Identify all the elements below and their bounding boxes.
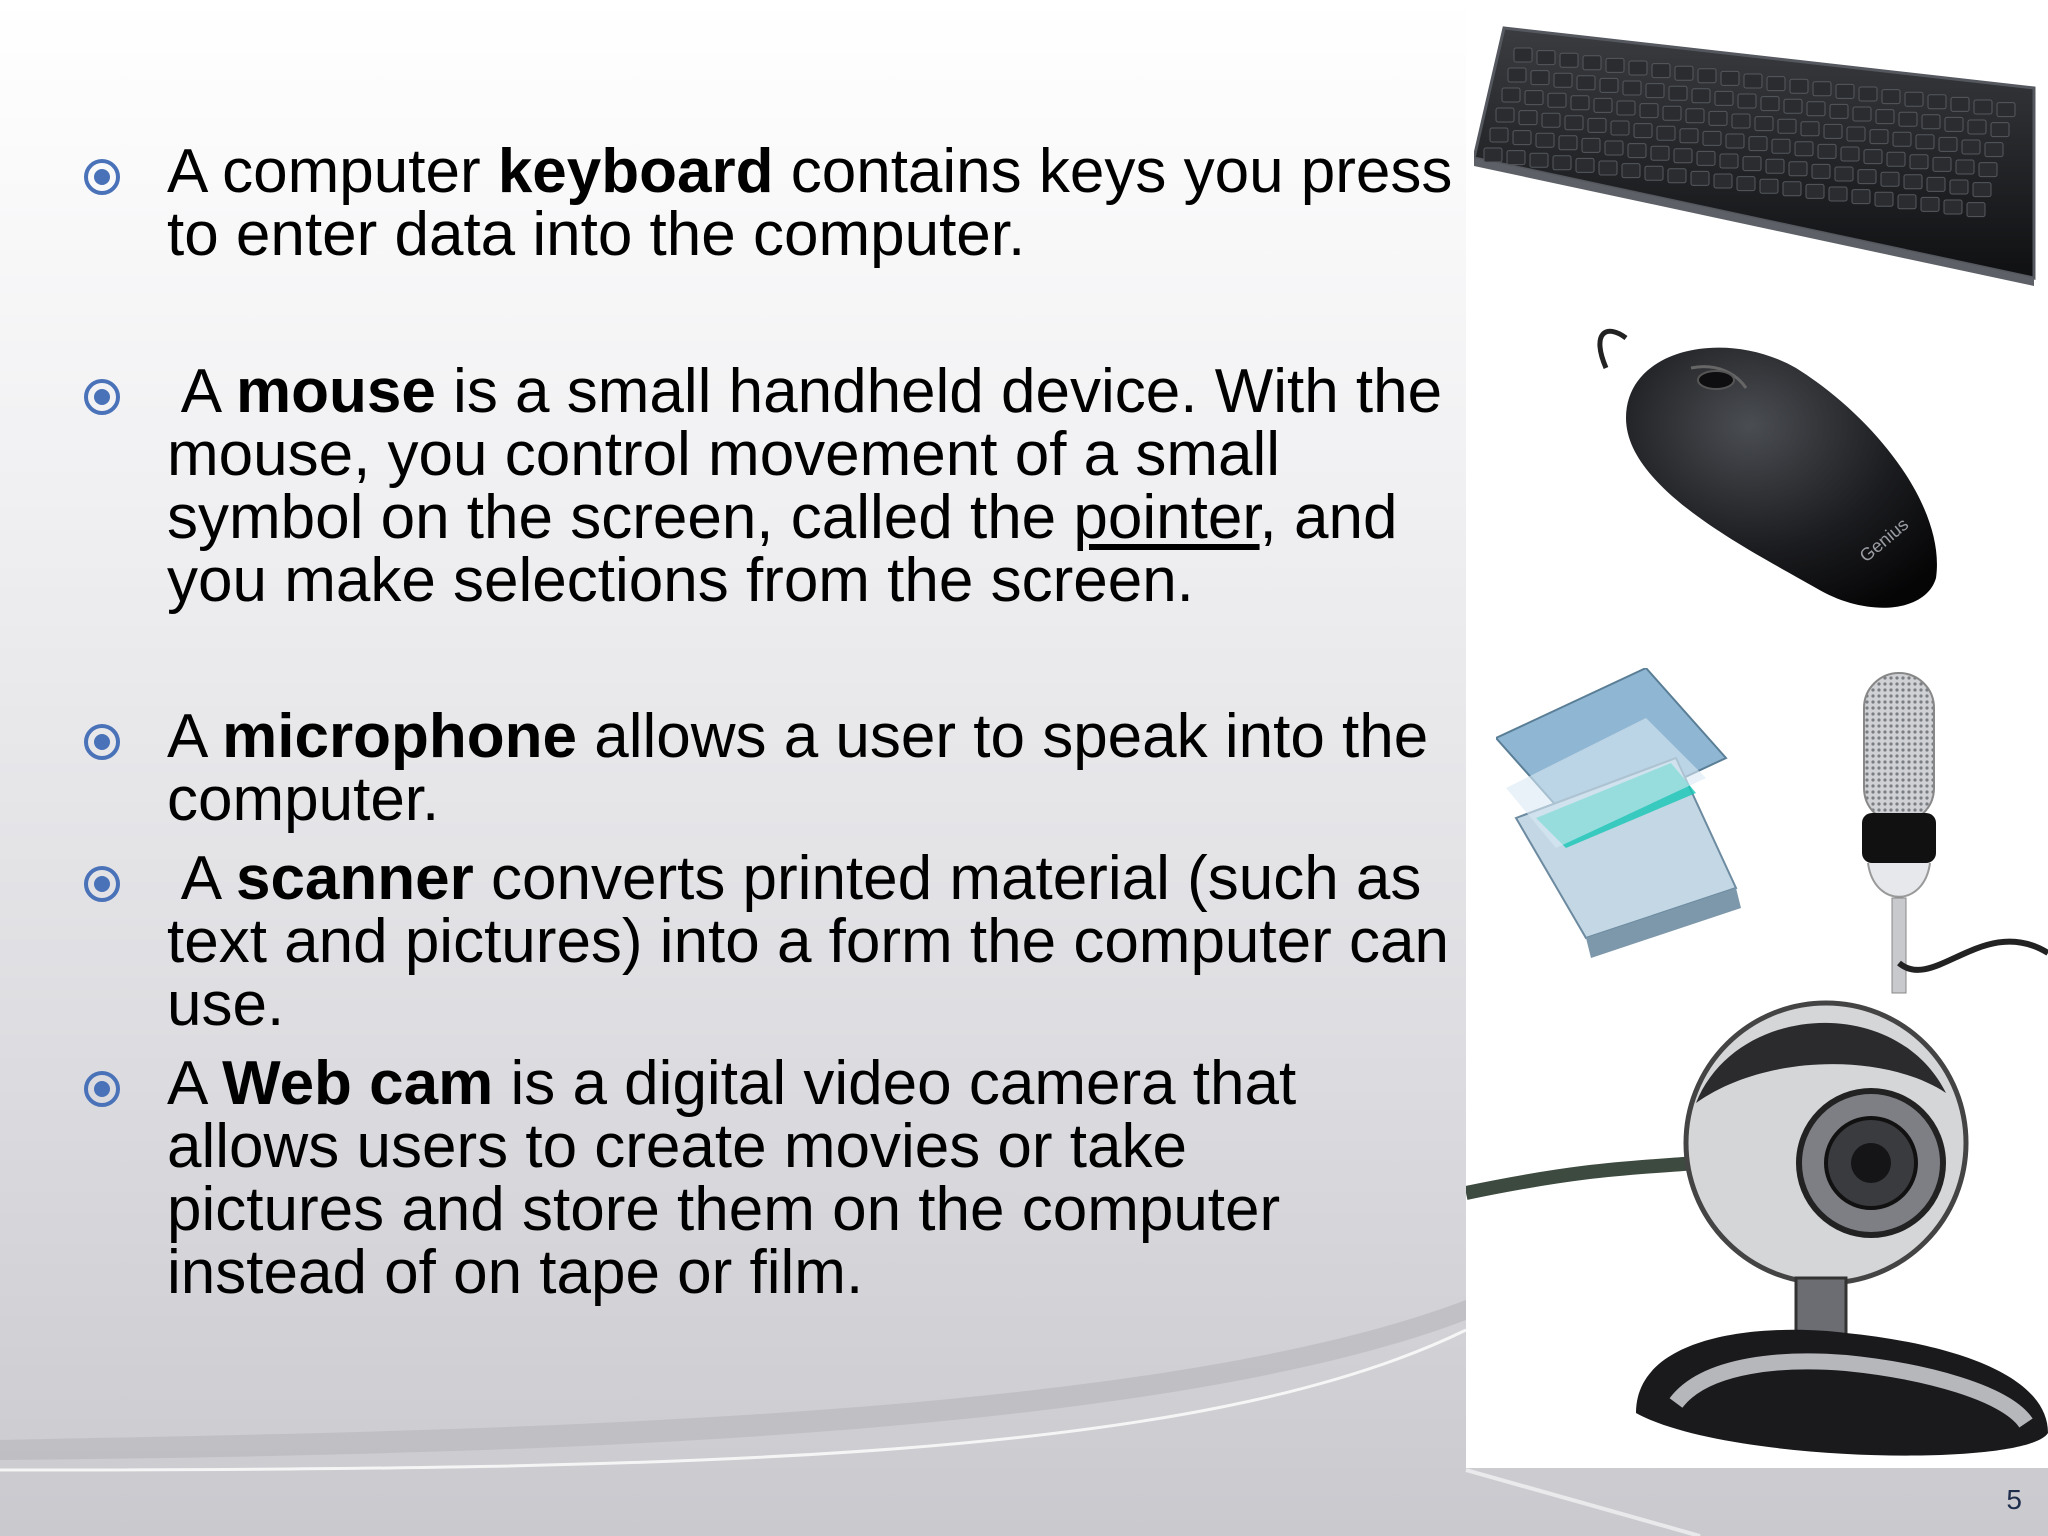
bullet-mouse [167, 357, 1487, 615]
bullet-webcam [167, 1049, 1397, 1307]
page-number: 5 [2006, 1484, 2022, 1515]
keyboard-key [1806, 184, 1824, 198]
keyboard-key [1582, 138, 1600, 152]
bullet-marker-icon [83, 378, 121, 416]
keyboard-key [1858, 170, 1876, 184]
keyboard-key [1767, 77, 1785, 91]
keyboard-key [1870, 130, 1888, 144]
keyboard-key [1824, 124, 1842, 138]
bullet-marker-icon [83, 158, 121, 196]
keyboard-key [1974, 100, 1992, 114]
keyboard-key [1847, 127, 1865, 141]
keyboard-key [1623, 81, 1641, 95]
keyboard-key [1686, 109, 1704, 123]
keyboard-key [1611, 121, 1629, 135]
keyboard-key [1668, 169, 1686, 183]
bullet-term: Web cam [222, 1049, 494, 1118]
keyboard-key [1525, 91, 1543, 105]
keyboard-key [1691, 171, 1709, 185]
keyboard-key [1542, 113, 1560, 127]
keyboard-key [1807, 102, 1825, 116]
keyboard-key [1944, 200, 1962, 214]
keyboard-key [1675, 66, 1693, 80]
keyboard-key [1531, 71, 1549, 85]
keyboard-key [1651, 146, 1669, 160]
keyboard-key [1744, 74, 1762, 88]
bullet-term: mouse [235, 357, 436, 426]
bullet-term: keyboard [497, 137, 774, 206]
keyboard-key [1835, 167, 1853, 181]
pointer-term: pointer [1073, 483, 1260, 552]
bullet-text: allows a user to speak into the computer. [167, 702, 1429, 834]
keyboard-key [1703, 131, 1721, 145]
keyboard-key [1766, 159, 1784, 173]
keyboard-key [1502, 88, 1520, 102]
keyboard-key [1991, 123, 2009, 137]
keyboard-key [1721, 71, 1739, 85]
keyboard-key [1530, 153, 1548, 167]
keyboard-key [1571, 96, 1589, 110]
bullet-text: , and you make selections from the screen. [167, 483, 1398, 615]
keyboard-key [1945, 117, 1963, 131]
keyboard-key [1588, 118, 1606, 132]
keyboard-key [1973, 183, 1991, 197]
keyboard-key [1657, 126, 1675, 140]
bullet-marker-icon [83, 865, 121, 903]
bullet-text: contains keys you press to enter data into the computer. [167, 137, 1453, 269]
bullet-text: A computer [167, 137, 498, 206]
keyboard-key [1755, 117, 1773, 131]
keyboard-key [1760, 179, 1778, 193]
keyboard-key [1876, 110, 1894, 124]
keyboard-key [1887, 152, 1905, 166]
keyboard-key [1881, 172, 1899, 186]
keyboard-key [1599, 161, 1617, 175]
keyboard-key [1726, 134, 1744, 148]
keyboard-key [1674, 149, 1692, 163]
keyboard-key [1560, 53, 1578, 67]
bullet-term: microphone [222, 702, 577, 771]
keyboard-key [1606, 58, 1624, 72]
mouse-brand-logo: Genius [1855, 514, 1913, 567]
keyboard-key [1893, 132, 1911, 146]
keyboard-key [1737, 177, 1755, 191]
keyboard-key [1778, 119, 1796, 133]
keyboard-key [1692, 89, 1710, 103]
keyboard-key [1640, 104, 1658, 118]
keyboard-key [1812, 164, 1830, 178]
keyboard-key [1761, 97, 1779, 111]
bullet-text: A [167, 1049, 223, 1118]
keyboard-key [1933, 157, 1951, 171]
keyboard-key [1875, 192, 1893, 206]
keyboard-key [1749, 137, 1767, 151]
keyboard-key [1536, 133, 1554, 147]
keyboard-key [1951, 97, 1969, 111]
keyboard-key [1652, 64, 1670, 78]
keyboard-key [1859, 87, 1877, 101]
keyboard-key [1600, 78, 1618, 92]
bullet-marker-icon [83, 1070, 121, 1108]
keyboard-key [1813, 82, 1831, 96]
keyboard-key [1921, 197, 1939, 211]
keyboard-key [1484, 148, 1502, 162]
keyboard-key [1790, 79, 1808, 93]
keyboard-key [1622, 164, 1640, 178]
keyboard-key [1697, 151, 1715, 165]
photo-panel [1466, 8, 2048, 1468]
keyboard-key [1605, 141, 1623, 155]
keyboard-key [1789, 162, 1807, 176]
microphone-photo [1834, 663, 2048, 1003]
bullet-text: A [167, 702, 223, 771]
keyboard-key [1698, 69, 1716, 83]
keyboard-key [1634, 124, 1652, 138]
keyboard-key [1514, 48, 1532, 62]
keyboard-key [1548, 93, 1566, 107]
keyboard-key [1985, 143, 2003, 157]
keyboard-key [1617, 101, 1635, 115]
keyboard-key [1772, 139, 1790, 153]
keyboard-key [1507, 151, 1525, 165]
keyboard-key [1490, 128, 1508, 142]
keyboard-key [1916, 135, 1934, 149]
keyboard-key [1795, 142, 1813, 156]
keyboard-key [1576, 158, 1594, 172]
keyboard-key [1997, 103, 2015, 117]
keyboard-key [1950, 180, 1968, 194]
keyboard-key [1559, 136, 1577, 150]
keyboard-key [1962, 140, 1980, 154]
keyboard-key [1784, 99, 1802, 113]
bullet-text: converts printed material (such as text and pictures) into a form the computer can use. [167, 844, 1449, 1039]
keyboard-key [1830, 104, 1848, 118]
bullet-text: A [167, 844, 236, 913]
keyboard-key [1680, 129, 1698, 143]
keyboard-key [1927, 177, 1945, 191]
keyboard-key [1565, 116, 1583, 130]
keyboard-key [1583, 56, 1601, 70]
keyboard-key [1720, 154, 1738, 168]
keyboard-key [1852, 190, 1870, 204]
keyboard-key [1629, 61, 1647, 75]
keyboard-key [1841, 147, 1859, 161]
keyboard-key [1882, 90, 1900, 104]
keyboard-key [1577, 76, 1595, 90]
keyboard-key [1899, 112, 1917, 126]
keyboard-key [1905, 92, 1923, 106]
keyboard-key [1829, 187, 1847, 201]
keyboard-key [1910, 155, 1928, 169]
keyboard-key [1663, 106, 1681, 120]
keyboard-key [1967, 203, 1985, 217]
keyboard-key [1743, 157, 1761, 171]
keyboard-key [1508, 68, 1526, 82]
bullet-keyboard [167, 137, 1487, 269]
keyboard-key [1836, 84, 1854, 98]
keyboard-key [1956, 160, 1974, 174]
keyboard-key [1714, 174, 1732, 188]
keyboard-key [1801, 122, 1819, 136]
keyboard-key [1939, 137, 1957, 151]
bullet-term: scanner [235, 844, 474, 913]
keyboard-key [1715, 91, 1733, 105]
keyboard-key [1783, 182, 1801, 196]
keyboard-key [1519, 111, 1537, 125]
bullet-scanner [167, 844, 1487, 1039]
bullet-text: is a small handheld device. With the mouse, you control movement of a small symbol on the screen, called the [167, 357, 1443, 552]
keyboard-key [1496, 108, 1514, 122]
keyboard-key [1645, 166, 1663, 180]
keyboard-key [1898, 195, 1916, 209]
keyboard-key [1922, 115, 1940, 129]
keyboard-key [1537, 51, 1555, 65]
mouse-photo [1596, 328, 1956, 618]
keyboard-key [1818, 144, 1836, 158]
keyboard-key [1864, 150, 1882, 164]
keyboard-photo [1474, 18, 2044, 288]
keyboard-key [1928, 95, 1946, 109]
bullet-microphone [167, 702, 1487, 834]
keyboard-key [1553, 156, 1571, 170]
keyboard-key [1968, 120, 1986, 134]
bullet-text: is a digital video camera that allows users to create movies or take pictures and store them on the computer instead of on tape or film. [167, 1049, 1297, 1307]
keyboard-key [1979, 163, 1997, 177]
keyboard-key [1554, 73, 1572, 87]
keyboard-key [1732, 114, 1750, 128]
keyboard-key [1646, 84, 1664, 98]
keyboard-key [1853, 107, 1871, 121]
keyboard-key [1594, 98, 1612, 112]
keyboard-key [1628, 144, 1646, 158]
bullet-text: A [167, 357, 236, 426]
keyboard-key [1738, 94, 1756, 108]
webcam-photo [1466, 993, 2048, 1468]
scanner-photo [1496, 668, 1766, 958]
keyboard-key [1669, 86, 1687, 100]
keyboard-key [1513, 131, 1531, 145]
bullet-marker-icon [83, 723, 121, 761]
keyboard-key [1709, 111, 1727, 125]
keyboard-key [1904, 175, 1922, 189]
